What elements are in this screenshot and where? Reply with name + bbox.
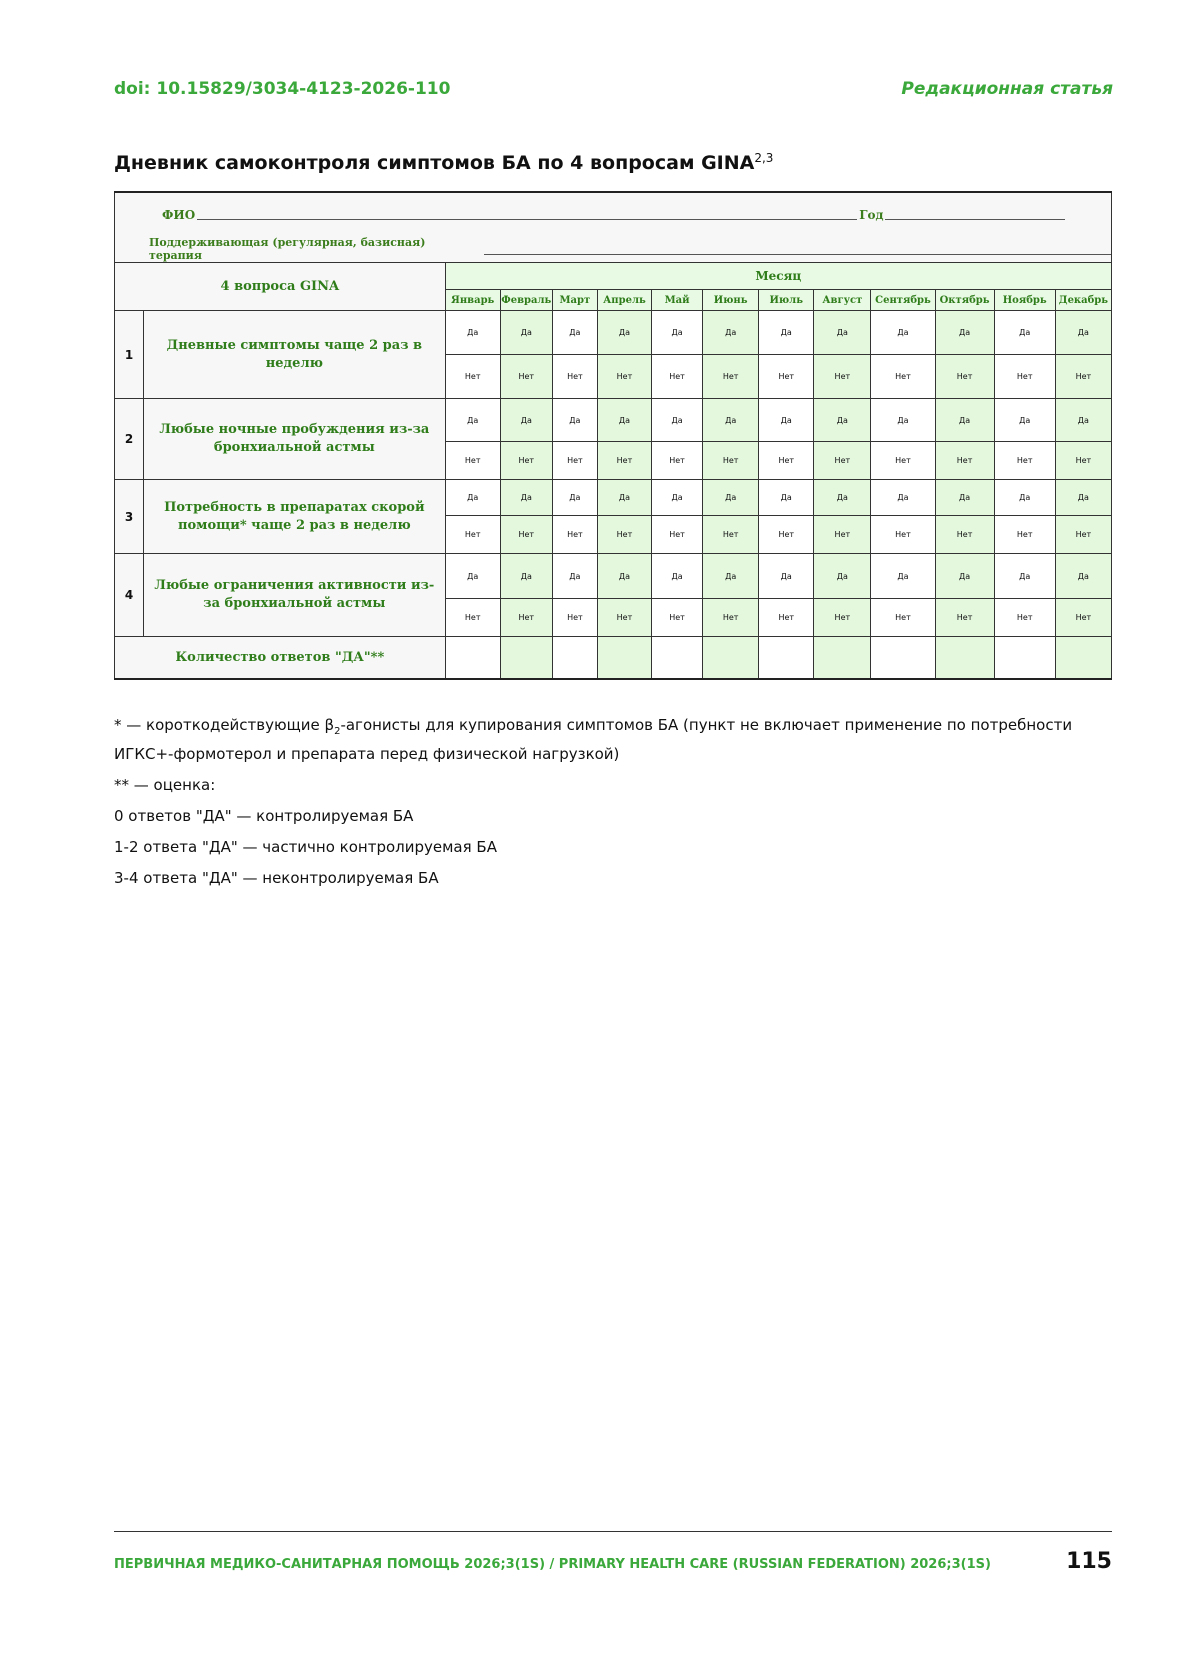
count-label: Количество ответов "ДА"** [115, 637, 446, 680]
answer-yes-cell[interactable]: Да [994, 554, 1055, 599]
diary-table [114, 191, 1112, 680]
answer-yes-cell[interactable]: Да [552, 554, 597, 599]
count-cell[interactable] [814, 637, 871, 680]
month-4: Апрель [597, 290, 651, 311]
doi-label: doi: 10.15829/3034-4123-2026-110 [114, 79, 451, 99]
question-text: Любые ночные пробуждения из-за бронхиальной астмы [144, 399, 446, 480]
note-controlled: 0 ответов "ДА" — контролируемая БА [114, 807, 414, 825]
year-label: Год [859, 207, 884, 222]
fio-label: ФИО [162, 207, 196, 222]
answer-no-cell[interactable]: Нет [871, 442, 935, 480]
answer-yes-cell[interactable]: Да [652, 311, 703, 355]
answer-yes-cell[interactable]: Да [935, 480, 994, 516]
answer-no-cell[interactable]: Нет [994, 355, 1055, 399]
question-number: 3 [115, 480, 144, 554]
answer-yes-cell[interactable]: Да [935, 399, 994, 442]
answer-yes-cell[interactable]: Да [871, 480, 935, 516]
answer-no-cell[interactable]: Нет [935, 442, 994, 480]
answer-no-cell[interactable]: Нет [703, 516, 759, 554]
answer-no-cell[interactable]: Нет [652, 599, 703, 637]
note1-sub: 2 [334, 726, 341, 737]
answer-yes-cell[interactable]: Да [552, 480, 597, 516]
answer-yes-cell[interactable]: Да [597, 399, 651, 442]
section-label: Редакционная статья [901, 79, 1113, 99]
answer-yes-cell[interactable]: Да [445, 554, 500, 599]
title-superscript: 2,3 [754, 151, 774, 165]
answer-yes-cell[interactable]: Да [445, 311, 500, 355]
month-5: Май [652, 290, 703, 311]
answer-no-cell[interactable]: Нет [652, 516, 703, 554]
answer-no-cell[interactable]: Нет [597, 599, 651, 637]
answer-no-cell[interactable]: Нет [552, 599, 597, 637]
therapy-field[interactable] [484, 244, 1111, 255]
answer-no-cell[interactable]: Нет [552, 355, 597, 399]
answer-no-cell[interactable]: Нет [445, 516, 500, 554]
answer-yes-cell[interactable]: Да [814, 311, 871, 355]
answer-yes-cell[interactable]: Да [759, 480, 814, 516]
page-title [114, 151, 773, 174]
question-3-yes-row [115, 480, 1112, 516]
answer-no-cell[interactable]: Нет [703, 599, 759, 637]
answer-yes-cell[interactable]: Да [703, 554, 759, 599]
count-cell[interactable] [552, 637, 597, 680]
month-1: Январь [445, 290, 500, 311]
count-cell[interactable] [703, 637, 759, 680]
answer-no-cell[interactable]: Нет [500, 442, 552, 480]
answer-no-cell[interactable]: Нет [871, 599, 935, 637]
answer-no-cell[interactable]: Нет [597, 516, 651, 554]
answer-yes-cell[interactable]: Да [1055, 399, 1111, 442]
answer-no-cell[interactable]: Нет [445, 355, 500, 399]
therapy-label: Поддерживающая (регулярная, базисная) терапия [149, 236, 426, 262]
answer-no-cell[interactable]: Нет [703, 355, 759, 399]
answer-no-cell[interactable]: Нет [652, 442, 703, 480]
answer-no-cell[interactable]: Нет [500, 355, 552, 399]
answer-no-cell[interactable]: Нет [759, 355, 814, 399]
count-cell[interactable] [759, 637, 814, 680]
month-6: Июнь [703, 290, 759, 311]
answer-yes-cell[interactable]: Да [597, 554, 651, 599]
note-scoring: ** — оценка: [114, 776, 216, 794]
answer-no-cell[interactable]: Нет [871, 355, 935, 399]
note1-before: * — короткодействующие β [114, 716, 335, 734]
count-cell[interactable] [445, 637, 500, 680]
answer-yes-cell[interactable]: Да [500, 554, 552, 599]
answer-yes-cell[interactable]: Да [759, 554, 814, 599]
footer-divider [114, 1531, 1112, 1532]
count-cell[interactable] [1055, 637, 1111, 680]
fio-field[interactable] [197, 209, 857, 220]
answer-yes-cell[interactable]: Да [597, 480, 651, 516]
questions-header: 4 вопроса GINA [115, 263, 446, 311]
month-2: Февраль [500, 290, 552, 311]
questions-body [115, 311, 1112, 637]
title-text: Дневник самоконтроля симптомов БА по 4 вопросам GINA [114, 152, 755, 174]
question-number: 2 [115, 399, 144, 480]
answer-no-cell[interactable]: Нет [597, 442, 651, 480]
answer-no-cell[interactable]: Нет [445, 599, 500, 637]
question-number: 4 [115, 554, 144, 637]
answer-no-cell[interactable]: Нет [994, 516, 1055, 554]
month-12: Декабрь [1055, 290, 1111, 311]
question-text: Потребность в препаратах скорой помощи* чаще 2 раз в неделю [144, 480, 446, 554]
answer-yes-cell[interactable]: Да [935, 554, 994, 599]
answer-no-cell[interactable]: Нет [814, 516, 871, 554]
answer-yes-cell[interactable]: Да [500, 480, 552, 516]
month-10: Октябрь [935, 290, 994, 311]
answer-no-cell[interactable]: Нет [597, 355, 651, 399]
footnotes [114, 714, 1114, 898]
answer-no-cell[interactable]: Нет [500, 599, 552, 637]
answer-yes-cell[interactable]: Да [652, 399, 703, 442]
answer-no-cell[interactable]: Нет [814, 599, 871, 637]
answer-no-cell[interactable]: Нет [1055, 355, 1111, 399]
answer-yes-cell[interactable]: Да [814, 399, 871, 442]
answer-no-cell[interactable]: Нет [814, 355, 871, 399]
answer-yes-cell[interactable]: Да [597, 311, 651, 355]
answer-no-cell[interactable]: Нет [1055, 516, 1111, 554]
month-7: Июль [759, 290, 814, 311]
answer-yes-cell[interactable]: Да [652, 480, 703, 516]
answer-no-cell[interactable]: Нет [935, 355, 994, 399]
month-3: Март [552, 290, 597, 311]
answer-yes-cell[interactable]: Да [552, 399, 597, 442]
answer-yes-cell[interactable]: Да [814, 554, 871, 599]
answer-yes-cell[interactable]: Да [1055, 554, 1111, 599]
answer-no-cell[interactable]: Нет [935, 516, 994, 554]
count-cell[interactable] [652, 637, 703, 680]
answer-no-cell[interactable]: Нет [552, 442, 597, 480]
note-uncontrolled: 3-4 ответа "ДА" — неконтролируемая БА [114, 869, 439, 887]
answer-no-cell[interactable]: Нет [703, 442, 759, 480]
answer-no-cell[interactable]: Нет [759, 516, 814, 554]
answer-yes-cell[interactable]: Да [759, 311, 814, 355]
answer-yes-cell[interactable]: Да [871, 311, 935, 355]
question-text: Дневные симптомы чаще 2 раз в неделю [144, 311, 446, 399]
answer-no-cell[interactable]: Нет [652, 355, 703, 399]
answer-no-cell[interactable]: Нет [814, 442, 871, 480]
note-partly-controlled: 1-2 ответа "ДА" — частично контролируемая БА [114, 838, 497, 856]
therapy-row [115, 236, 1111, 262]
note1-after: -агонисты для купирования симптомов БА (пункт не включает применение по потребности ИГКС+-формотерол и препарата перед физической нагрузкой) [114, 716, 1073, 763]
page-number: 115 [1066, 1549, 1112, 1574]
answer-yes-cell[interactable]: Да [814, 480, 871, 516]
answer-yes-cell[interactable]: Да [500, 311, 552, 355]
month-8: Август [814, 290, 871, 311]
form-header [115, 192, 1112, 263]
answer-yes-cell[interactable]: Да [994, 311, 1055, 355]
answer-no-cell[interactable]: Нет [759, 442, 814, 480]
answer-no-cell[interactable]: Нет [500, 516, 552, 554]
answer-yes-cell[interactable]: Да [935, 311, 994, 355]
answer-yes-cell[interactable]: Да [1055, 311, 1111, 355]
answer-yes-cell[interactable]: Да [500, 399, 552, 442]
year-field[interactable] [885, 209, 1065, 220]
answer-yes-cell[interactable]: Да [552, 311, 597, 355]
answer-no-cell[interactable]: Нет [759, 599, 814, 637]
count-cell[interactable] [935, 637, 994, 680]
answer-no-cell[interactable]: Нет [552, 516, 597, 554]
answer-yes-cell[interactable]: Да [703, 480, 759, 516]
count-cell[interactable] [871, 637, 935, 680]
question-4-yes-row [115, 554, 1112, 599]
answer-no-cell[interactable]: Нет [935, 599, 994, 637]
count-row [115, 637, 1112, 680]
answer-yes-cell[interactable]: Да [445, 480, 500, 516]
question-2-yes-row [115, 399, 1112, 442]
note-asterisk [114, 714, 1114, 765]
count-cell[interactable] [500, 637, 552, 680]
answer-no-cell[interactable]: Нет [871, 516, 935, 554]
answer-no-cell[interactable]: Нет [994, 442, 1055, 480]
answer-yes-cell[interactable]: Да [759, 399, 814, 442]
count-cell[interactable] [597, 637, 651, 680]
answer-yes-cell[interactable]: Да [445, 399, 500, 442]
fio-row [115, 193, 1111, 236]
month-header: Месяц [445, 263, 1111, 290]
answer-yes-cell[interactable]: Да [703, 399, 759, 442]
answer-no-cell[interactable]: Нет [1055, 442, 1111, 480]
journal-footer: ПЕРВИЧНАЯ МЕДИКО-САНИТАРНАЯ ПОМОЩЬ 2026;3(1S) / PRIMARY HEALTH CARE (RUSSIAN FEDERATION) 2026;3(1S) [114, 1557, 991, 1572]
question-text: Любые ограничения активности из-за бронхиальной астмы [144, 554, 446, 637]
answer-no-cell[interactable]: Нет [1055, 599, 1111, 637]
answer-yes-cell[interactable]: Да [994, 480, 1055, 516]
answer-no-cell[interactable]: Нет [445, 442, 500, 480]
answer-yes-cell[interactable]: Да [1055, 480, 1111, 516]
answer-yes-cell[interactable]: Да [871, 554, 935, 599]
answer-yes-cell[interactable]: Да [652, 554, 703, 599]
answer-yes-cell[interactable]: Да [994, 399, 1055, 442]
answer-no-cell[interactable]: Нет [994, 599, 1055, 637]
answer-yes-cell[interactable]: Да [703, 311, 759, 355]
month-11: Ноябрь [994, 290, 1055, 311]
question-1-yes-row [115, 311, 1112, 355]
question-number: 1 [115, 311, 144, 399]
count-cell[interactable] [994, 637, 1055, 680]
answer-yes-cell[interactable]: Да [871, 399, 935, 442]
month-9: Сентябрь [871, 290, 935, 311]
